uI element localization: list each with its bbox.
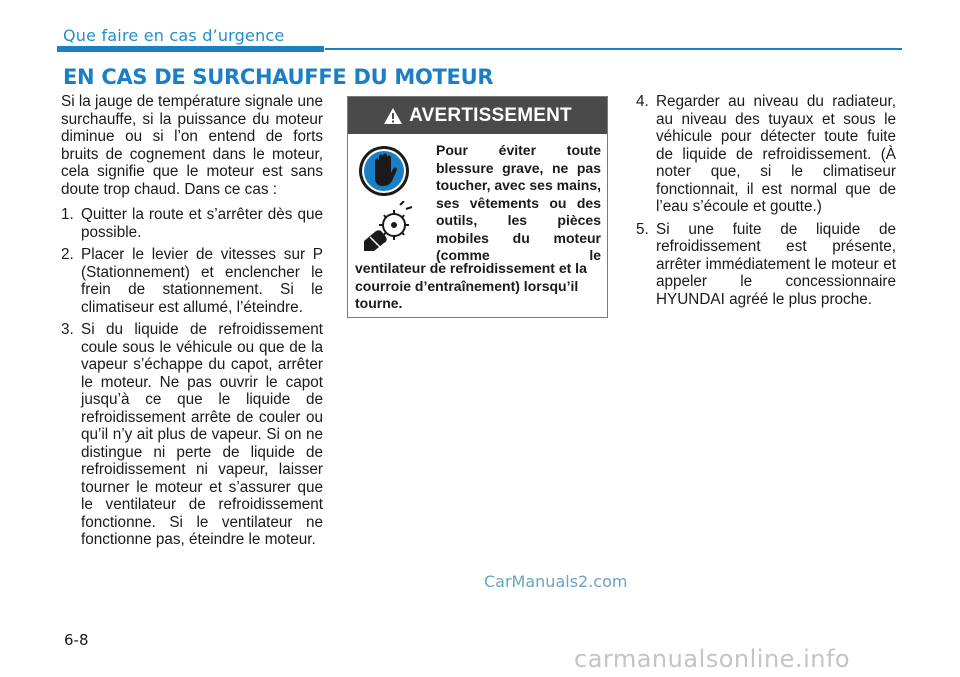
stop-hand-icon — [358, 145, 410, 197]
warning-text-part2: ventilateur de refroidissement et la courroie d’entraînement) lorsqu’il tourne. — [355, 260, 587, 311]
right-column — [636, 93, 896, 313]
warning-triangle-icon — [383, 107, 403, 125]
header-rule-thin — [325, 48, 902, 50]
steps-list-right — [636, 93, 896, 308]
warning-text-part1: Pour éviter toute blessure grave, ne pas toucher, avec ses mains, ses vêtements ou des outils, les pièces mobiles du moteur (comme le — [436, 142, 601, 263]
warning-header — [348, 97, 607, 134]
warning-box — [347, 96, 608, 318]
step-item: 2. Placer le levier de vitesses sur P (Stationnement) et enclencher le frein de stationnement. Si le climatiseur est allumé, l’éteindre. — [61, 246, 323, 316]
intro-paragraph: Si la jauge de température signale une surchauffe, si la puissance du moteur diminue ou si l’on entend de forts bruits de cognement dans le moteur, cela signifie que le moteur est sans doute trop chaud. Dans ce cas : — [61, 93, 323, 198]
watermark-link[interactable]: CarManuals2.com — [484, 572, 628, 591]
step-item: 5. Si une fuite de liquide de refroidissement est présente, arrêter immédiatement le moteur et appeler le concessionnaire HYUNDAI agréé le plus proche. — [636, 220, 896, 308]
step-item: 1. Quitter la route et s’arrêter dès que possible. — [61, 206, 323, 241]
section-title: Que faire en cas d’urgence — [63, 26, 285, 45]
page-heading: EN CAS DE SURCHAUFFE DU MOTEUR — [63, 65, 494, 89]
moving-parts-hazard-icon — [360, 201, 416, 257]
warning-title: AVERTISSEMENT — [409, 104, 572, 126]
step-item: 4. Regarder au niveau du radiateur, au niveau des tuyaux et sous le véhicule pour détecter toute fuite de liquide de refroidissement. (À noter que, si le climatiseur fonctionnait, il est normal que de l’eau s’écoule et goutte.) — [636, 93, 896, 215]
header-rule-thick — [57, 46, 324, 52]
page-number: 6-8 — [64, 631, 89, 649]
footer-site-watermark: carmanualsonline.info — [574, 645, 851, 673]
left-column — [61, 93, 323, 554]
steps-list-left — [61, 206, 323, 549]
step-item: 3. Si du liquide de refroidissement coule sous le véhicule ou que de la vapeur s’échappe du capot, arrêter le moteur. Ne pas ouvrir le capot jusqu’à ce que le liquide de refroidissement arrête de couler ou qu’il n’y ait plus de vapeur. Si on ne distingue ni perte de liquide de refroidissement ni vapeur, laisser tourner le moteur et s’assurer que le ventilateur de refroidissement fonctionne. Si le ventilateur ne fonctionne pas, éteindre le moteur. — [61, 321, 323, 548]
